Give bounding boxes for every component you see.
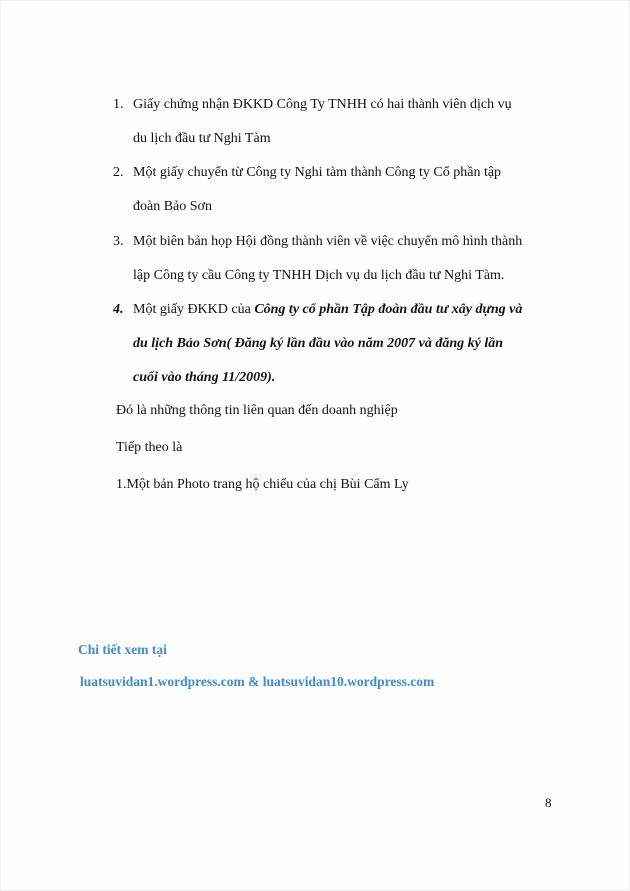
list-item-4-line-2: du lịch Bảo Sơn( Đăng ký lần đầu vào năm 2007 và đăng ký lần [133, 336, 504, 351]
summary-paragraph: Đó là những thông tin liên quan đến doanh nghiệp [116, 403, 398, 418]
source-links[interactable]: luatsuvidan1.wordpress.com & luatsuvidan10.wordpress.com [80, 674, 435, 689]
list-item-1-line-1 [113, 88, 553, 122]
list-item-1-number: 1. [113, 97, 124, 112]
list-item-2 [113, 156, 553, 224]
page-number: 8 [545, 795, 552, 810]
list-item-3-text: Một biên bản họp Hội đồng thành viên về việc chuyển mô hình thành [133, 234, 523, 249]
passport-paragraph: 1.Một bản Photo trang hộ chiếu của chị Bùi Cẩm Ly [116, 477, 409, 492]
list-item-3-line-1 [113, 225, 553, 259]
list-item-2-number: 2. [113, 165, 124, 180]
details-label: Chi tiết xem tại [78, 642, 167, 657]
list-item-1-line-2: du lịch đầu tư Nghi Tàm [133, 131, 271, 146]
list-item-2-line-1 [113, 156, 553, 190]
list-item-1-text: Giấy chứng nhận ĐKKD Công Ty TNHH có hai thành viên dịch vụ [133, 97, 512, 112]
list-item-3 [113, 225, 553, 293]
list-item-4-line-3: cuối vào tháng 11/2009). [133, 370, 276, 385]
list-item-3-line-2: lập Công ty cầu Công ty TNHH Dịch vụ du lịch đầu tư Nghi Tàm. [133, 268, 505, 283]
list-item-4-number: 4. [113, 302, 124, 317]
list-item-1 [113, 88, 553, 156]
list-item-3-number: 3. [113, 234, 124, 249]
list-item-2-line-2: đoàn Bảo Sơn [133, 199, 212, 214]
list-item-4-prefix: Một giấy ĐKKD của [133, 302, 255, 317]
next-paragraph: Tiếp theo là [116, 440, 183, 455]
list-item-2-text: Một giấy chuyển từ Công ty Nghi tàm thành Công ty Cổ phần tập [133, 165, 502, 180]
list-item-4 [113, 293, 553, 395]
list-item-4-line-1 [113, 293, 553, 327]
list-item-4-company-name: Công ty cổ phần Tập đoàn đầu tư xây dựng và [254, 302, 523, 317]
